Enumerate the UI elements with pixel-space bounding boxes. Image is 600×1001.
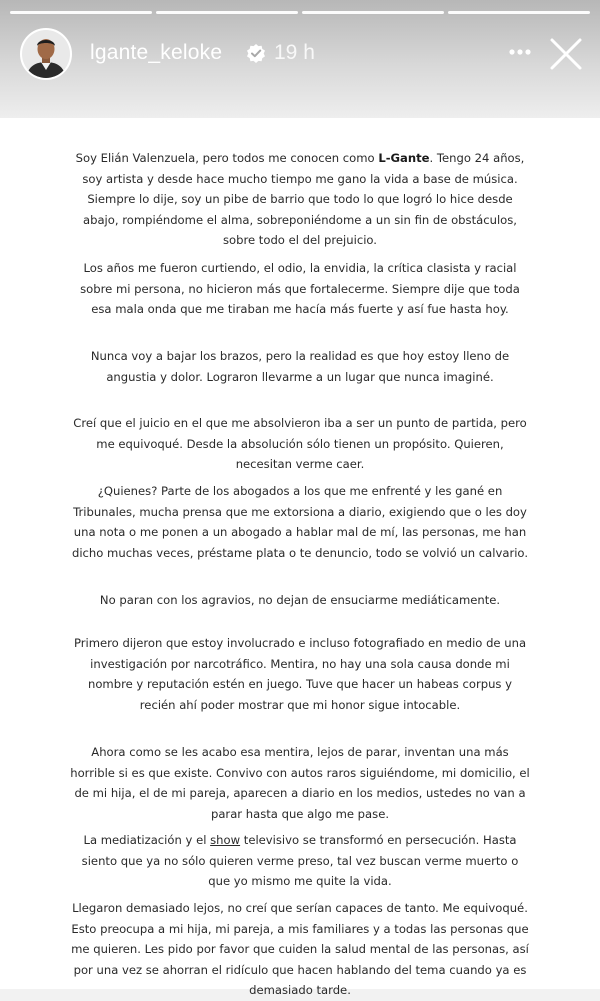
letter-text: . Tengo 24 años, soy artista y desde hace mucho tiempo me gano la vida a base de música. Siempre lo dije, soy un pibe de barrio que todo lo que logró lo hice desde abajo, rompiéndome el alma, sobreponiéndome a un sin fin de obstáculos, sobre todo el del prejuicio. [82,151,525,248]
more-options-button[interactable] [506,38,534,66]
more-options-icon [506,38,534,66]
letter-text: televisivo se transformó en persecución. Hasta siento que ya no sólo quieren verme preso, tal vez buscan verme muerto o que yo mismo me quite la vida. [81,833,519,889]
letter-paragraph-2: Los años me fueron curtiendo, el odio, la envidia, la crítica clasista y racial sobre mi persona, no hicieron más que fortalecerme. Siempre dije que toda esa mala onda que me tiraban me hacía más fuerte y así fue hasta hoy. [80,261,520,317]
letter-paragraph-9 [70,830,530,892]
story-progress-segment [10,11,152,14]
close-icon [548,36,584,72]
story-progress-segment [448,11,590,14]
story-progress-bars [10,11,590,14]
letter-paragraph-8: Ahora como se les acabo esa mentira, lejos de parar, inventan una más horrible si es que existe. Convivo con autos raros siguiéndome, mi domicilio, el de mi hija, el de mi pareja, aparecen a diario en los medios, ustedes no van a parar hasta que algo me pase. [70,745,530,821]
letter-paragraph-6: No paran con los agravios, no dejan de ensuciarme mediáticamente. [99,593,501,607]
avatar[interactable] [20,28,72,80]
statement-letter [0,118,600,998]
story-progress-segment [156,11,298,14]
letter-paragraph-10: Llegaron demasiado lejos, no creí que serían capaces de tanto. Me equivoqué. Esto preocupa a mi hija, mi pareja, a mis familiares y a todas las personas que me quieren. Les pido por favor que cuiden la salud mental de las personas, así por una vez se ahorran el ridículo que hacen hablando del tema cuando ya es demasiado tarde. [71,901,529,998]
letter-paragraph-1 [70,148,530,251]
avatar-image [22,30,70,78]
letter-underlined-word: show [210,833,241,847]
letter-paragraph-7: Primero dijeron que estoy involucrado e incluso fotografiado en medio de una investigación por narcotráfico. Mentira, no hay una sola causa donde mi nombre y reputación estén en juego. Tuve que hacer un habeas corpus y recién ahí poder mostrar que mi honor sigue intocable. [73,636,527,712]
letter-text: La mediatización y el [83,833,211,847]
verified-badge-icon [246,43,266,63]
letter-paragraph-4: Creí que el juicio en el que me absolvieron iba a ser un punto de partida, pero me equivoqué. Desde la absolución sólo tienen un propósito. Quieren, necesitan verme caer. [73,416,527,472]
letter-text: Soy Elián Valenzuela, pero todos me conocen como [75,151,379,165]
close-button[interactable] [548,36,584,72]
story-header [0,0,600,118]
letter-paragraph-3: Nunca voy a bajar los brazos, pero la realidad es que hoy estoy lleno de angustia y dolor. Lograron llevarme a un lugar que nunca imaginé. [90,349,510,384]
story-username[interactable]: lgante_keloke [90,41,223,64]
story-progress-segment [302,11,444,14]
letter-bold-name: L-Gante [378,151,430,165]
letter-paragraph-5: ¿Quienes? Parte de los abogados a los que me enfrenté y les gané en Tribunales, mucha prensa que me extorsiona a diario, exigiendo que o les doy una nota o me ponen a un abogado a hablar mal de mí, las personas, me han dicho muchas veces, préstame plata o te denuncio, todo se volvió un calvario. [71,484,529,560]
story-timestamp: 19 h [274,41,315,64]
